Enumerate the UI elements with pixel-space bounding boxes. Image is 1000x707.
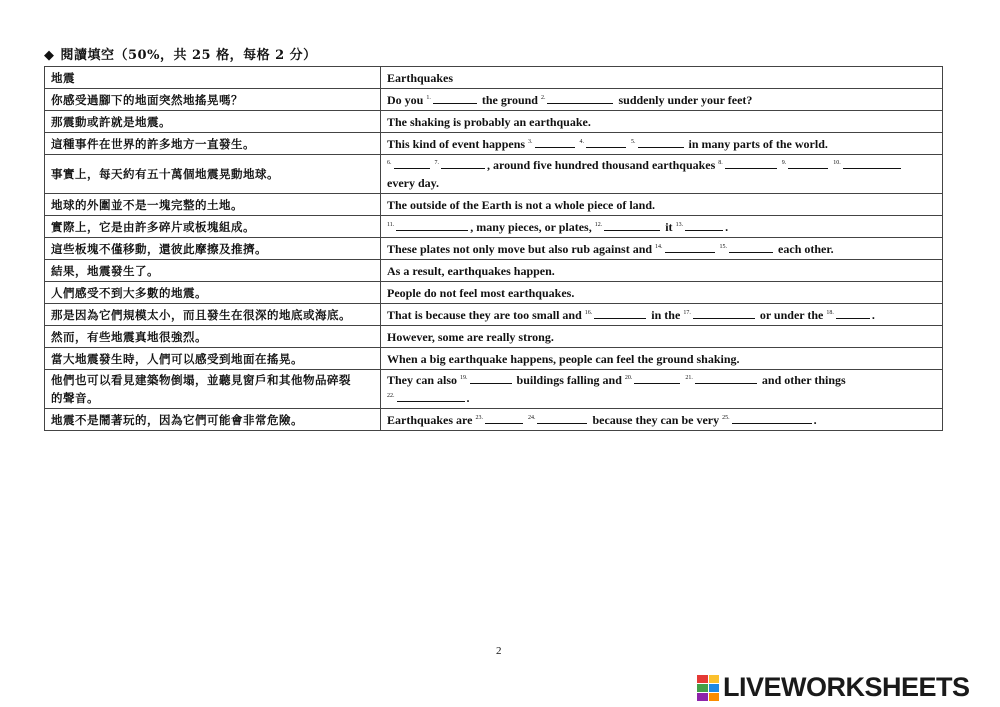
section-heading bbox=[44, 44, 317, 63]
blank-7[interactable] bbox=[441, 157, 485, 169]
blank-15[interactable] bbox=[729, 241, 773, 253]
blank-5[interactable] bbox=[638, 136, 684, 148]
blank-24[interactable] bbox=[537, 412, 587, 424]
blank-22[interactable] bbox=[397, 390, 465, 402]
table-row bbox=[45, 89, 943, 111]
blank-14[interactable] bbox=[665, 241, 715, 253]
blank-12[interactable] bbox=[604, 219, 660, 231]
blank-13[interactable] bbox=[685, 219, 723, 231]
blank-20[interactable] bbox=[634, 372, 680, 384]
table-row: 人們感受不到大多數的地震。 People do not feel most earthquakes. bbox=[45, 282, 943, 304]
table-row: 事實上，每天約有五十萬個地震晃動地球。 $^{6.}$ $^{7.}$ , around five hundred thousand earthquakes $^{8.}$ $^{9.}$ $^{10.}$ every day. bbox=[45, 155, 943, 194]
cloze-table bbox=[44, 66, 943, 431]
blank-2[interactable] bbox=[547, 92, 613, 104]
blank-6[interactable] bbox=[394, 157, 430, 169]
liveworksheets-logo bbox=[697, 672, 970, 703]
header-en: Earthquakes bbox=[381, 67, 943, 89]
blank-17[interactable] bbox=[693, 307, 755, 319]
blank-19[interactable] bbox=[470, 372, 512, 384]
blank-3[interactable] bbox=[535, 136, 575, 148]
table-row: 結果，地震發生了。 As a result, earthquakes happen. bbox=[45, 260, 943, 282]
blank-11[interactable] bbox=[396, 219, 468, 231]
page-number: 2 bbox=[496, 645, 502, 657]
table-row: 然而，有些地震真地很強烈。 However, some are really strong. bbox=[45, 326, 943, 348]
blank-23[interactable] bbox=[485, 412, 523, 424]
blank-4[interactable] bbox=[586, 136, 626, 148]
blank-1[interactable] bbox=[433, 92, 477, 104]
blank-25[interactable] bbox=[732, 412, 812, 424]
blank-9[interactable] bbox=[788, 157, 828, 169]
blank-18[interactable] bbox=[836, 307, 870, 319]
blank-21[interactable] bbox=[695, 372, 757, 384]
row-en: Do you $^{1.}$ the ground $^{2.}$ suddenly under your feet? bbox=[381, 89, 943, 111]
blank-8[interactable] bbox=[725, 157, 777, 169]
table-row: 這種事件在世界的許多地方一直發生。 This kind of event happens $^{3.}$ $^{4.}$ $^{5.}$ in many parts of the world. bbox=[45, 133, 943, 155]
table-row: 實際上，它是由許多碎片或板塊組成。 $^{11.}$ , many pieces, or plates, $^{12.}$ it $^{13.}$ . bbox=[45, 216, 943, 238]
blank-10[interactable] bbox=[843, 157, 901, 169]
table-row: 地球的外圍並不是一塊完整的土地。 The outside of the Earth is not a whole piece of land. bbox=[45, 194, 943, 216]
table-row: 那震動或許就是地震。 The shaking is probably an earthquake. bbox=[45, 111, 943, 133]
row-zh: 你感受過腳下的地面突然地搖晃嗎？ bbox=[45, 89, 381, 111]
table-row: 當大地震發生時，人們可以感受到地面在搖晃。 When a big earthquake happens, people can feel the ground shaking. bbox=[45, 348, 943, 370]
table-row: 地震不是鬧著玩的，因為它們可能會非常危險。 Earthquakes are $^{23.}$ $^{24.}$ because they can be very $^{25.}$ . bbox=[45, 409, 943, 431]
table-row: 他們也可以看見建築物倒塌，並聽見窗戶和其他物品碎裂 的聲音。 They can also $^{19.}$ buildings falling and $^{20.}$ $^{21.}$ and other things $^{22.}$ . bbox=[45, 370, 943, 409]
table-header-row bbox=[45, 67, 943, 89]
table-row: 那是因為它們規模太小，而且發生在很深的地底或海底。 That is because they are too small and $^{16.}$ in the $^{17.}$ or under the $^{18.}$ . bbox=[45, 304, 943, 326]
liveworksheets-icon bbox=[697, 675, 719, 701]
heading-text: 閱讀填空（50%，共 25 格，每格 2 分） bbox=[60, 48, 317, 63]
logo-text: LIVEWORKSHEETS bbox=[723, 672, 970, 702]
table-row: 這些板塊不僅移動，還彼此摩擦及推擠。 These plates not only move but also rub against and $^{14.}$ $^{15.}$ each other. bbox=[45, 238, 943, 260]
diamond-bullet-icon: ◆ bbox=[44, 48, 55, 63]
blank-16[interactable] bbox=[594, 307, 646, 319]
header-zh: 地震 bbox=[45, 67, 381, 89]
